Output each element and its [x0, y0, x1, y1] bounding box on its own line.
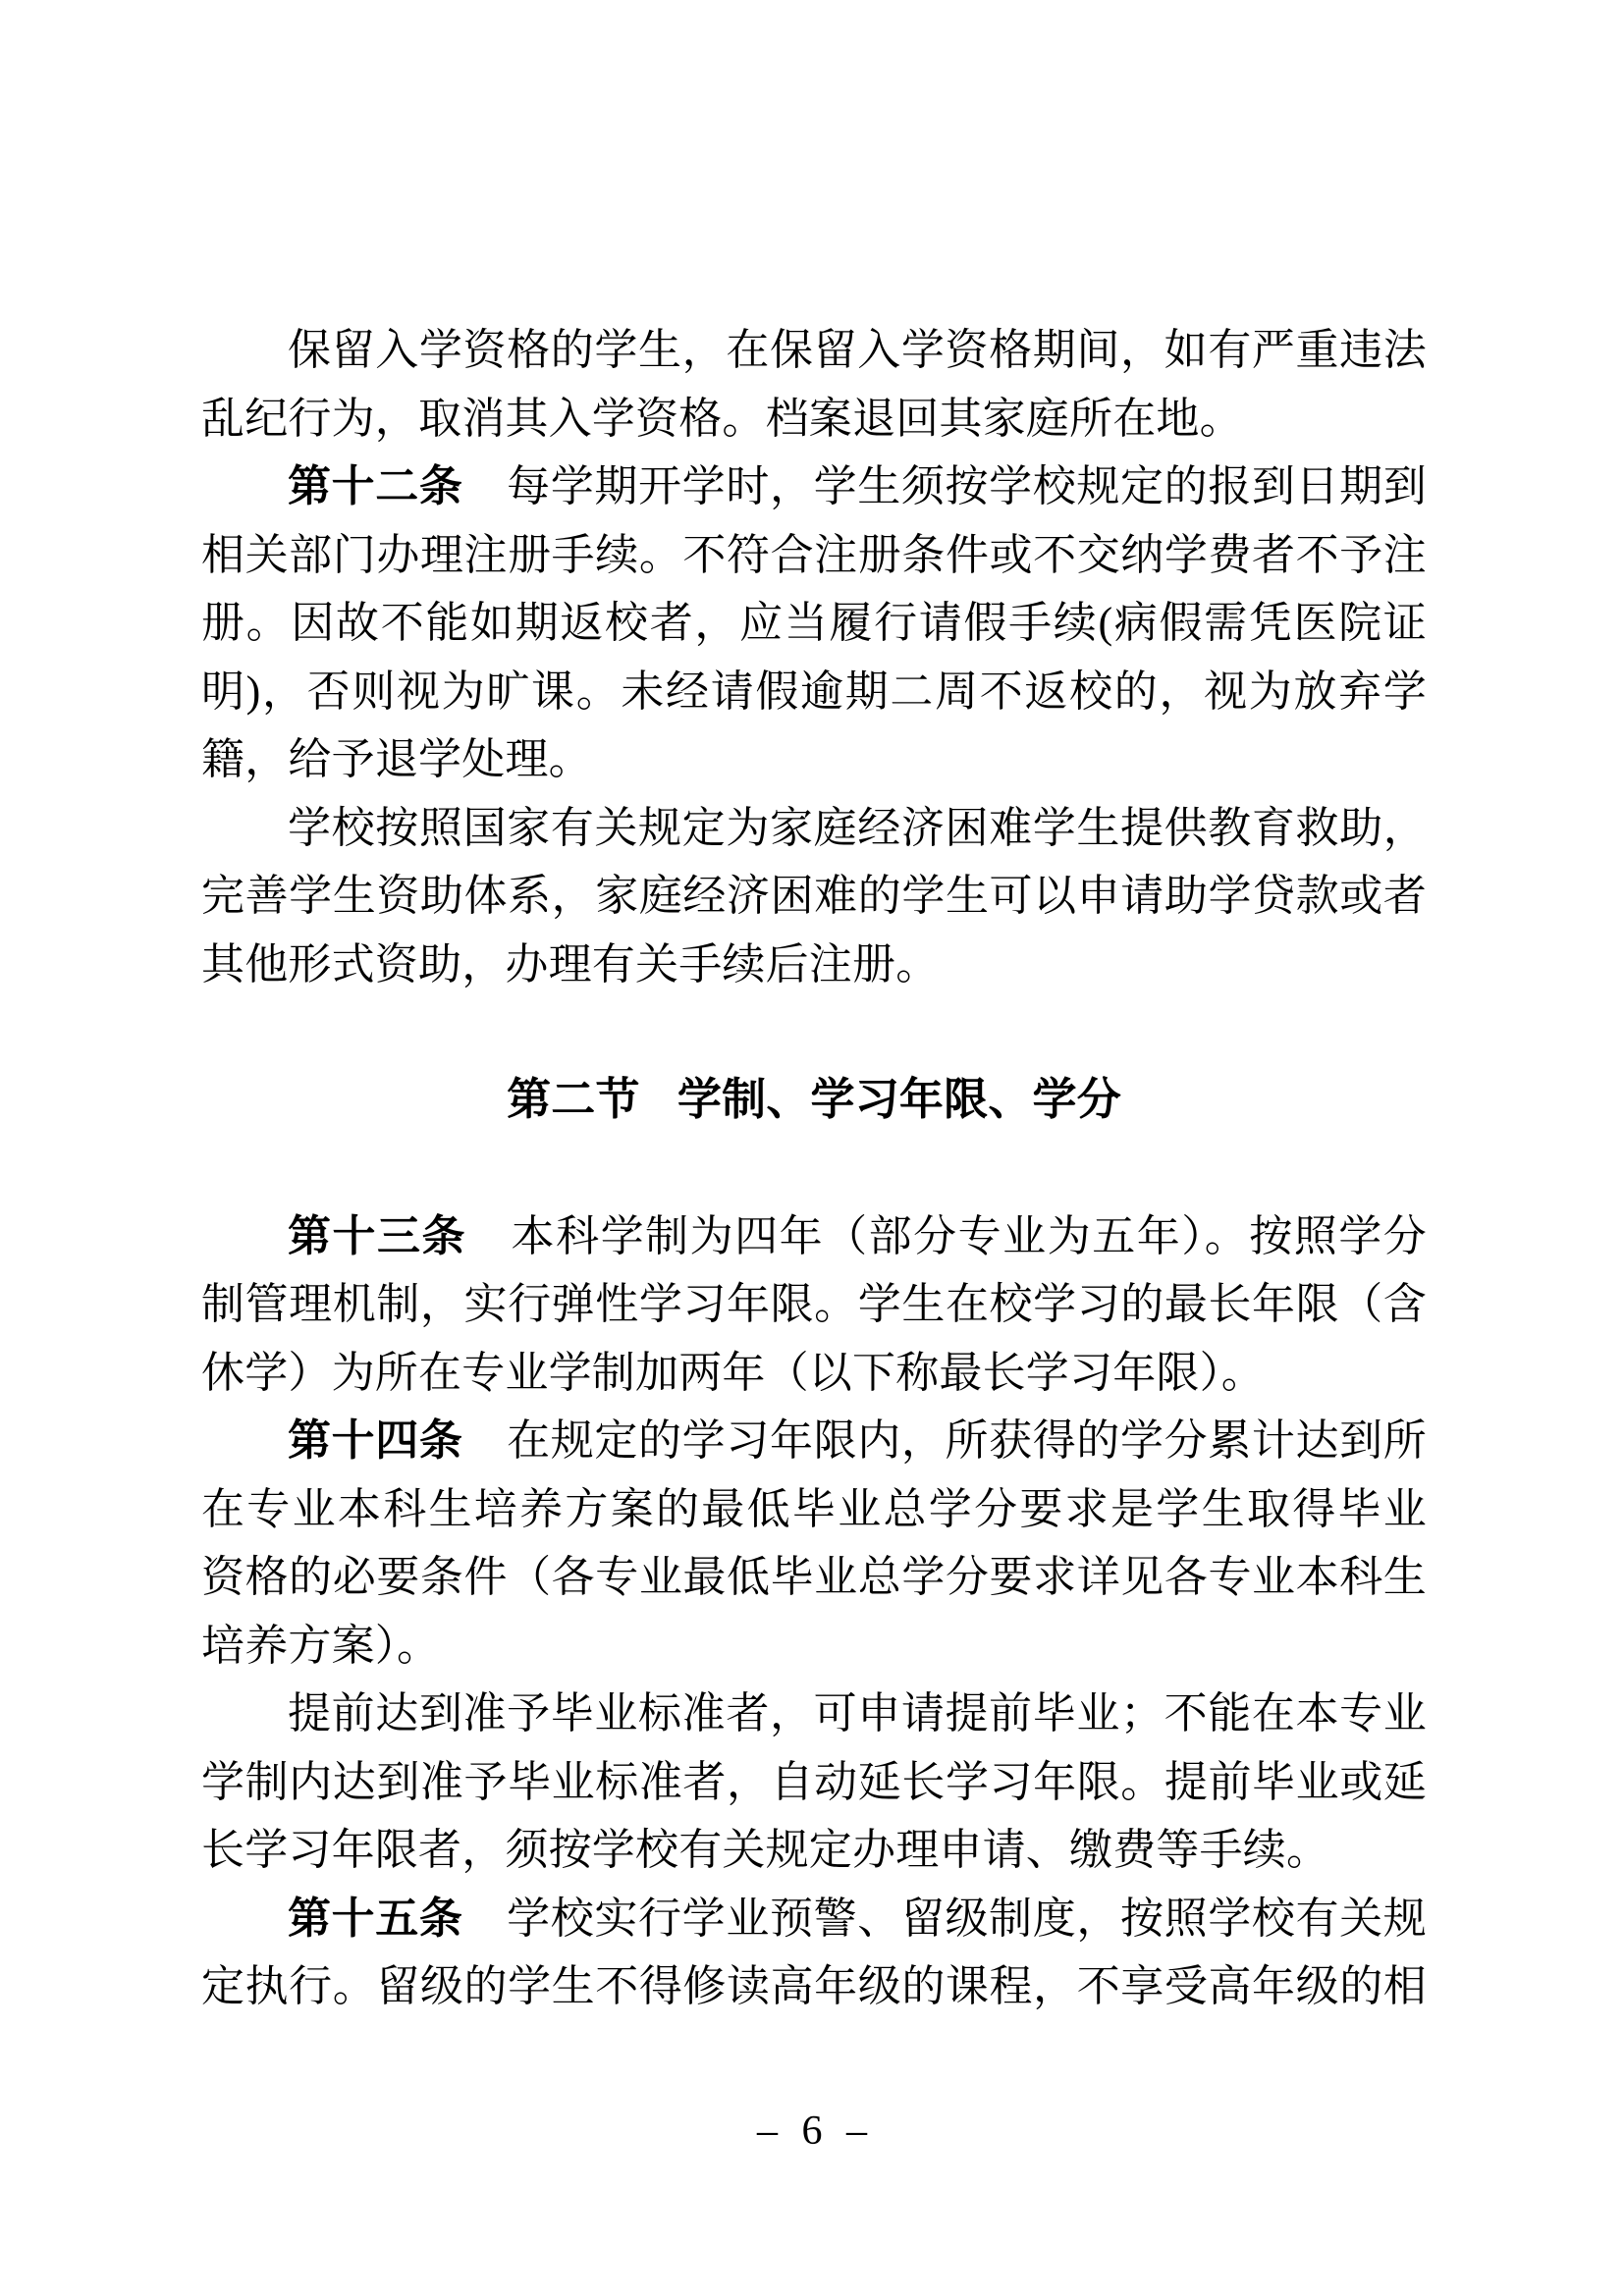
- article-number: 第十三条: [288, 1211, 467, 1260]
- text-line: [201, 1680, 1427, 1748]
- page-number: – 6 –: [757, 2109, 867, 2154]
- line-text: 资格的必要条件（各专业最低毕业总学分要求详见各专业本科生: [201, 1553, 1427, 1601]
- line-text: 册。因故不能如期返校者，应当履行请假手续(病假需凭医院证: [201, 599, 1427, 647]
- text-line: [201, 794, 1427, 863]
- text-line: [201, 725, 1427, 794]
- section-heading: [201, 1066, 1427, 1135]
- line-text: 学校按照国家有关规定为家庭经济困难学生提供教育救助，: [288, 803, 1427, 852]
- text-line: [201, 453, 1427, 521]
- text-line: [201, 1475, 1427, 1544]
- line-text: 保留入学资格的学生，在保留入学资格期间，如有严重违法: [288, 326, 1427, 374]
- line-text: 在专业本科生培养方案的最低毕业总学分要求是学生取得毕业: [201, 1484, 1427, 1533]
- line-text: 培养方案）。: [201, 1621, 441, 1670]
- line-text: 每学期开学时，学生须按学校规定的报到日期到: [462, 462, 1427, 510]
- line-text: 完善学生资助体系，家庭经济困难的学生可以申请助学贷款或者: [201, 872, 1427, 920]
- text-line: [201, 589, 1427, 658]
- line-text: 在规定的学习年限内，所获得的学分累计达到所: [462, 1416, 1427, 1465]
- text-line: [201, 1748, 1427, 1817]
- text-line: [201, 931, 1427, 999]
- line-text: 制管理机制，实行弹性学习年限。学生在校学习的最长年限（含: [201, 1280, 1427, 1328]
- line-text: 相关部门办理注册手续。不符合注册条件或不交纳学费者不予注: [201, 530, 1427, 579]
- text-line: [201, 862, 1427, 931]
- text-line: [201, 1952, 1427, 2021]
- line-text: 长学习年限者，须按学校有关规定办理申请、缴费等手续。: [201, 1826, 1330, 1874]
- text-line: [201, 1543, 1427, 1612]
- line-text: 乱纪行为，取消其入学资格。档案退回其家庭所在地。: [201, 394, 1243, 443]
- line-text: 本科学制为四年（部分专业为五年）。按照学分: [466, 1211, 1427, 1260]
- section-number: 第二节: [507, 1075, 640, 1124]
- page-footer: [0, 2109, 1624, 2154]
- text-line: [201, 1407, 1427, 1475]
- article-number: 第十五条: [288, 1894, 463, 1943]
- text-line: [201, 1816, 1427, 1885]
- text-line: [201, 316, 1427, 385]
- section-title: 学制、学习年限、学分: [677, 1075, 1121, 1124]
- article-number: 第十二条: [288, 462, 463, 510]
- article-number: 第十四条: [288, 1416, 463, 1465]
- line-text: 提前达到准予毕业标准者，可申请提前毕业；不能在本专业: [288, 1689, 1427, 1737]
- text-line: [201, 385, 1427, 454]
- text-line: [201, 1612, 1427, 1681]
- text-line: [201, 658, 1427, 726]
- text-line: [201, 1885, 1427, 1953]
- document-body: [201, 316, 1427, 2021]
- line-text: 学校实行学业预警、留级制度，按照学校有关规: [462, 1894, 1427, 1943]
- line-text: 明)，否则视为旷课。未经请假逾期二周不返校的，视为放弃学: [201, 667, 1427, 716]
- line-text: 休学）为所在专业学制加两年（以下称最长学习年限）。: [201, 1348, 1265, 1397]
- text-line: [201, 521, 1427, 590]
- text-line: [201, 1339, 1427, 1408]
- text-line: [201, 1270, 1427, 1339]
- line-text: 定执行。留级的学生不得修读高年级的课程，不享受高年级的相: [201, 1962, 1427, 2010]
- line-text: 籍，给予退学处理。: [201, 735, 592, 783]
- line-text: 学制内达到准予毕业标准者，自动延长学习年限。提前毕业或延: [201, 1757, 1427, 1806]
- line-text: 其他形式资助，办理有关手续后注册。: [201, 939, 940, 988]
- text-line: [201, 1202, 1427, 1271]
